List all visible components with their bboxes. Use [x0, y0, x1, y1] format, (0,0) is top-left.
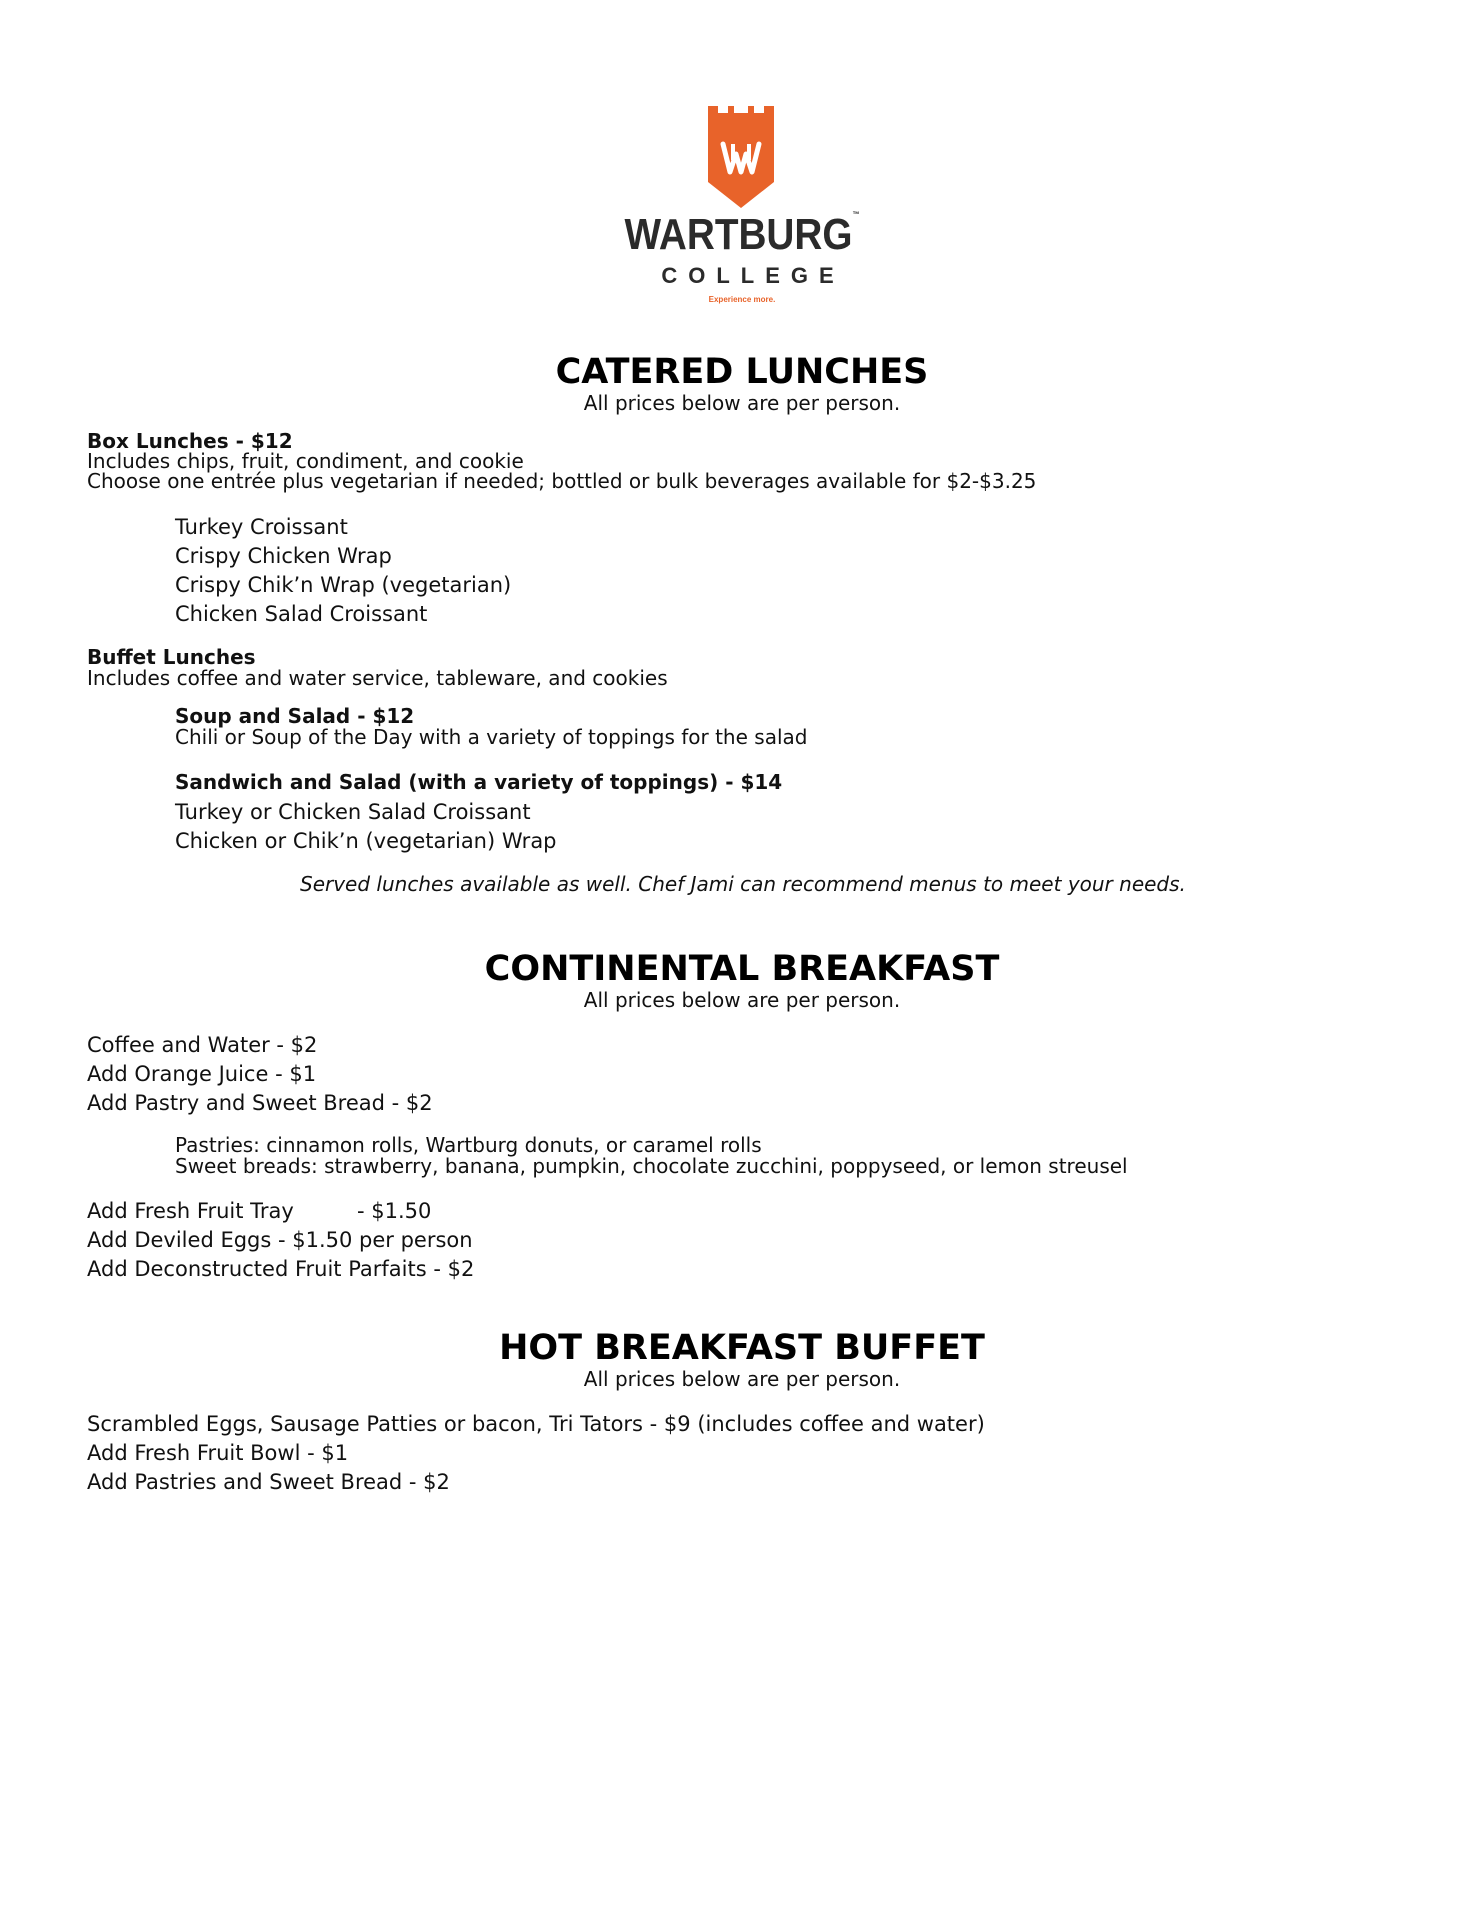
- box-lunches-choose: Choose one entrée plus vegetarian if needed; bottled or bulk beverages available for $2-$3.25: [87, 469, 1037, 493]
- served-lunches-note: Served lunches available as well. Chef Jami can recommend menus to meet your needs.: [300, 872, 1186, 896]
- section-title-hot-breakfast: HOT BREAKFAST BUFFET: [499, 1328, 985, 1368]
- list-item: Add Orange Juice - $1: [87, 1062, 317, 1086]
- section-title-continental: CONTINENTAL BREAKFAST: [484, 949, 1000, 989]
- section-title-lunches: CATERED LUNCHES: [555, 352, 929, 392]
- list-item: Chicken or Chik’n (vegetarian) Wrap: [175, 829, 557, 853]
- list-item: Add Pastries and Sweet Bread - $2: [87, 1470, 450, 1494]
- fruit-tray-price: - $1.50: [357, 1199, 432, 1223]
- list-item: Scrambled Eggs, Sausage Patties or bacon, Tri Tators - $9 (includes coffee and water): [87, 1412, 985, 1436]
- list-item: Add Deconstructed Fruit Parfaits - $2: [87, 1257, 475, 1281]
- list-item: Crispy Chicken Wrap: [175, 544, 392, 568]
- sandwich-salad-heading: Sandwich and Salad (with a variety of toppings) - $14: [175, 770, 783, 794]
- wartburg-logo: [0, 0, 1484, 320]
- list-item: Coffee and Water - $2: [87, 1033, 318, 1057]
- list-item: Add Pastry and Sweet Bread - $2: [87, 1091, 433, 1115]
- logo-tagline: Experience more.: [708, 295, 776, 304]
- logo-subname: COLLEGE: [661, 263, 845, 288]
- logo-wordmark: WARTBURG™: [624, 210, 860, 259]
- box-lunches-heading: Box Lunches - $12: [87, 429, 293, 453]
- sweet-breads-description: Sweet breads: strawberry, banana, pumpkin, chocolate zucchini, poppyseed, or lemon streusel: [175, 1154, 1128, 1178]
- soup-salad-description: Chili or Soup of the Day with a variety of toppings for the salad: [175, 725, 808, 749]
- list-item: Turkey Croissant: [175, 515, 348, 539]
- list-item: Turkey or Chicken Salad Croissant: [175, 800, 531, 824]
- section-subtitle-continental: All prices below are per person.: [583, 988, 901, 1012]
- buffet-lunches-includes: Includes coffee and water service, tableware, and cookies: [87, 666, 668, 690]
- list-item: Crispy Chik’n Wrap (vegetarian): [175, 573, 512, 597]
- section-subtitle-hot-breakfast: All prices below are per person.: [583, 1367, 901, 1391]
- fruit-tray-label: Add Fresh Fruit Tray: [87, 1199, 294, 1223]
- soup-salad-heading: Soup and Salad - $12: [175, 704, 415, 728]
- box-lunches-includes: Includes chips, fruit, condiment, and cookie: [87, 449, 524, 473]
- list-item: Add Deviled Eggs - $1.50 per person: [87, 1228, 473, 1252]
- section-subtitle-lunches: All prices below are per person.: [583, 391, 901, 415]
- shield-icon: [708, 106, 774, 208]
- list-item: Add Fresh Fruit Bowl - $1: [87, 1441, 349, 1465]
- pastries-description: Pastries: cinnamon rolls, Wartburg donuts, or caramel rolls: [175, 1133, 762, 1157]
- list-item: Chicken Salad Croissant: [175, 602, 428, 626]
- buffet-lunches-heading: Buffet Lunches: [87, 645, 256, 669]
